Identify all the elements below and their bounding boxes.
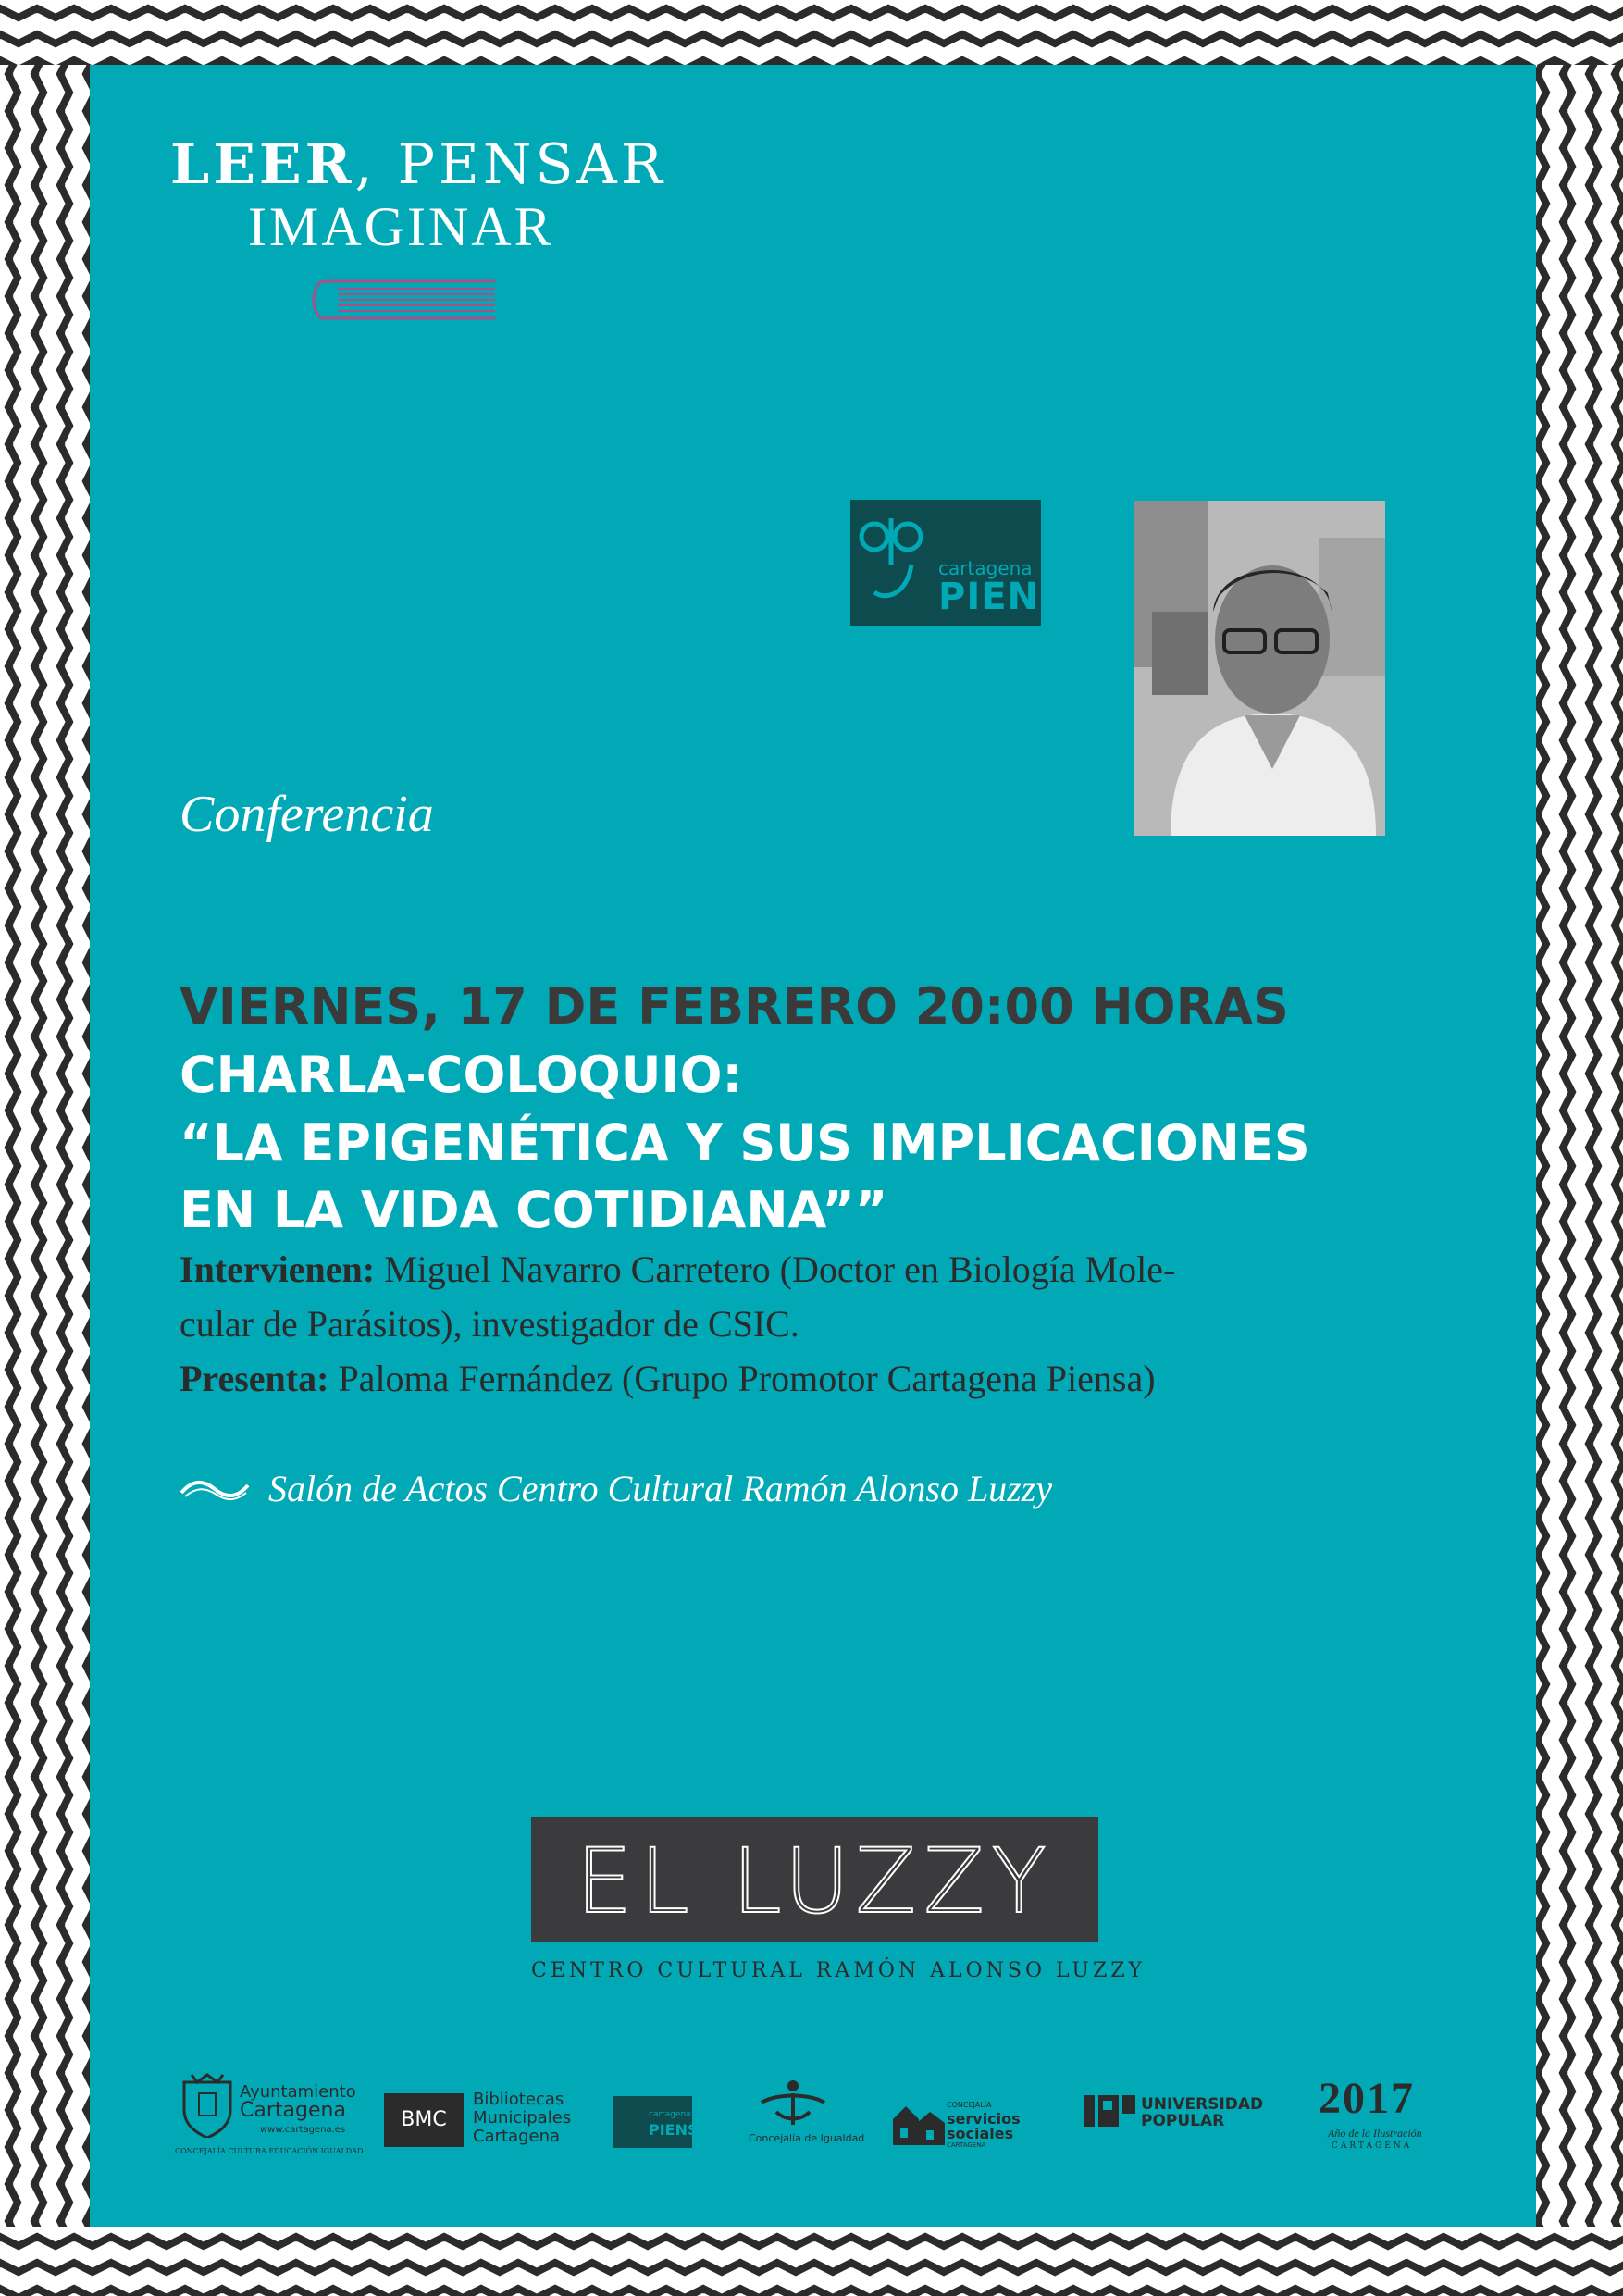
ayto-url: www.cartagena.es <box>260 2125 346 2135</box>
logo-text-cartagena: cartagena <box>938 557 1033 579</box>
logo-text-piensa: PIENSA <box>938 576 1096 618</box>
wave-icon <box>180 1476 250 1502</box>
el-luzzy-subtitle: CENTRO CULTURAL RAMÓN ALONSO LUZZY <box>531 1959 1146 1982</box>
year-subtitle: Año de la Ilustración <box>1328 2127 1422 2140</box>
ayto-dept: CONCEJALÍA CULTURA EDUCACIÓN IGUALDAD <box>175 2147 364 2155</box>
equality-symbol-icon <box>758 2079 828 2127</box>
ss-line-3: sociales <box>947 2125 1014 2142</box>
el-luzzy-title: EL LUZZY <box>576 1830 1054 1933</box>
el-luzzy-logo <box>531 1817 1098 1942</box>
coat-of-arms-icon <box>179 2073 236 2138</box>
igualdad-label: Concejalía de Igualdad <box>749 2132 865 2144</box>
bmc-line-3: Cartagena <box>473 2127 561 2146</box>
bmc-badge: BMC <box>384 2093 464 2147</box>
speaker-photo <box>1134 501 1385 836</box>
bmc-line-2: Municipales <box>473 2108 572 2128</box>
ayto-line-1: Ayuntamiento <box>240 2082 356 2102</box>
speakers-line-1: Intervienen: Miguel Navarro Carretero (Doctor en Biología Mole- <box>180 1248 1176 1290</box>
up-logo-icon <box>1084 2095 1135 2127</box>
venue <box>180 1467 1052 1510</box>
year-city: CARTAGENA <box>1332 2141 1413 2151</box>
venue-text: Salón de Actos Centro Cultural Ramón Alonso Luzzy <box>268 1468 1053 1509</box>
face-mark-icon <box>850 500 943 626</box>
speakers-line-2: cular de Parásitos), investigador de CSIC. <box>180 1303 799 1345</box>
event-title-line-2: “LA EPIGENÉTICA Y SUS IMPLICACIONES <box>180 1114 1310 1173</box>
poster-panel <box>90 65 1536 2227</box>
houses-icon <box>893 2101 945 2145</box>
ss-line-4: CARTAGENA <box>947 2141 986 2149</box>
presenter-line: Presenta: Paloma Fernández (Grupo Promotor Cartagena Piensa) <box>180 1358 1156 1399</box>
brand-line-1: LEER, PENSAR <box>170 132 666 197</box>
cp-small-line-2: PIENSA <box>649 2121 710 2139</box>
ayto-line-2: Cartagena <box>240 2099 346 2122</box>
bmc-line-1: Bibliotecas <box>473 2090 564 2109</box>
event-title-line-3: EN LA VIDA COTIDIANA”” <box>180 1181 888 1239</box>
ss-line-2: servicios <box>947 2110 1021 2128</box>
ss-line-1: CONCEJALÍA <box>947 2101 992 2109</box>
up-line-1: UNIVERSIDAD <box>1141 2095 1264 2114</box>
event-type: Conferencia <box>180 786 434 843</box>
up-line-2: POPULAR <box>1141 2112 1225 2130</box>
brand-line-2: IMAGINAR <box>248 196 554 257</box>
event-title-line-1: CHARLA-COLOQUIO: <box>180 1046 743 1104</box>
book-pages-icon <box>310 278 495 322</box>
event-datetime: VIERNES, 17 DE FEBRERO 20:00 HORAS <box>180 977 1289 1036</box>
year-2017: 2017 <box>1319 2074 1415 2123</box>
cp-small-line-1: cartagena <box>649 2110 691 2119</box>
cartagena-piensa-logo <box>850 500 1096 626</box>
